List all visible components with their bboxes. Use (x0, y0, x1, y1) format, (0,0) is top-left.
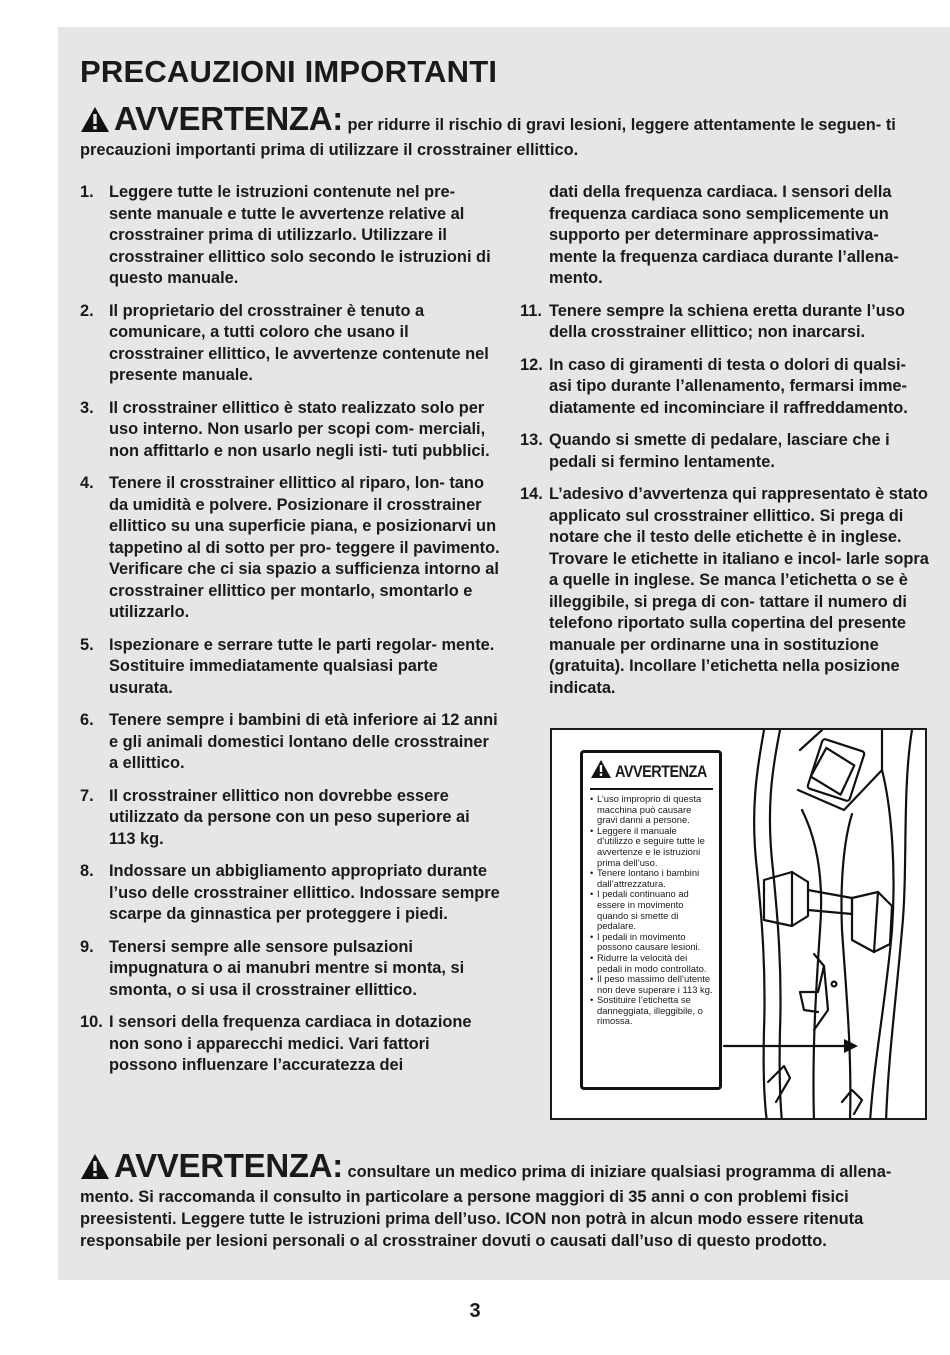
list-item: 4. Tenere il crosstrainer ellittico al riparo, lon- tano da umidità e polvere. Posizionare il crosstrainer ellittico su una superficie piana, e posizionarvi un tappetino al di sotto per pro- teggere il pavimento. Verificare che ci sia spazio a sufficienza intorno al crosstrainer ellittico per montarlo, smontarlo e utilizzarlo. (80, 474, 500, 621)
list-item: 9. Tenersi sempre alle sensore pulsazioni impugnatura o ai manubri mentre si monta, si smonta, o si usa il crosstrainer ellittico. (80, 937, 465, 999)
list-item: 5. Ispezionare e serrare tutte le parti regolar- mente. Sostituire immediatamente qualsiasi parte usurata. (80, 635, 495, 697)
decal-heading: AVVERTENZA (615, 761, 707, 781)
decal-list (590, 794, 713, 1027)
list-item: 6. Tenere sempre i bambini di età inferiore ai 12 anni e gli animali domestici lontano delle crosstrainer a ellittico. (80, 711, 498, 772)
warning-triangle-icon (590, 759, 612, 784)
list-item: 13. Quando si smette di pedalare, lasciare che i pedali si fermino lentamente. (520, 431, 890, 471)
warning-text: consultare un medico prima di iniziare qualsiasi programma di allena- mento. Si raccomanda il consulto in particolare a persone maggiori di 35 anni o con problemi fisici preesistenti. Leggere tutte le istruzioni prima dell’uso. ICON non potrà in alcun modo essere ritenuta responsabile per lesioni personali o al crosstrainer dovuti o causati dall’uso di questo prodotto. (80, 1163, 892, 1250)
list-item: 2. Il proprietario del crosstrainer è tenuto a comunicare, a tutti coloro che usano il crosstrainer ellittico, le avvertenze contenute nel presente manuale. (80, 301, 489, 384)
list-item: 14. L’adesivo d’avvertenza qui rappresentato è stato applicato sul crosstrainer ellittico. Si prega di notare che il testo delle etichette è in inglese. Trovare le etichette in italiano e incol- larle sopra a quelle in inglese. Se manca l’etichetta o se è illeggibile, si prega di con- tattare il numero di telefono riportato sulla copertina del presente manuale per ordinarne una in sostituzione (gratuita). Incollare l’etichetta nella posizione indicata. (520, 485, 929, 697)
list-item-continued: dati della frequenza cardiaca. I sensori della frequenza cardiaca sono semplicemente un supporto per determinare approssimativa- mente la frequenza cardiaca durante l’allena- mento. (549, 183, 899, 287)
decal-item: • I pedali continuano ad essere in movimento quando si smette di pedalare. (590, 889, 713, 931)
warning-text: per ridurre il rischio di gravi lesioni, leggere attentamente le seguen- ti precauzioni importanti prima di utilizzare il crosstrainer ellittico. (80, 116, 896, 159)
list-item: 3. Il crosstrainer ellittico è stato realizzato solo per uso interno. Non usarlo per scopi com- merciali, non affittarlo e non usarlo negli isti- tuti pubblici. (80, 398, 490, 460)
warning-top (80, 100, 926, 161)
decal-item: • Sostituire l’etichetta se danneggiata, illeggibile, o rimossa. (590, 995, 713, 1027)
list-item: 12. In caso di giramenti di testa o dolori di qualsi- asi tipo durante l’allenamento, fermarsi imme- diatamente ed incominciare il raffreddamento. (520, 355, 908, 417)
warning-decal (580, 750, 722, 1090)
decal-item: • I pedali in movimento possono causare lesioni. (590, 932, 713, 953)
list-item: 1. Leggere tutte le istruzioni contenute nel pre- sente manuale e tutte le avvertenze relative al crosstrainer prima di utilizzarlo. Utilizzare il crosstrainer ellittico solo secondo le istruzioni di questo manuale. (80, 183, 491, 287)
decal-header (590, 759, 713, 790)
warning-bottom (80, 1147, 926, 1252)
precautions-right-column (520, 182, 930, 710)
list-item: 7. Il crosstrainer ellittico non dovrebbe essere utilizzato da persone con un peso superiore ai 113 kg. (80, 786, 470, 848)
page-number: 3 (469, 1300, 481, 1322)
page-title: PRECAUZIONI IMPORTANTI (80, 54, 498, 89)
decal-item: • Il peso massimo dell’utente non deve superare i 113 kg. (590, 974, 713, 995)
decal-item: • L’uso improprio di questa macchina può causare gravi danni a persone. (590, 794, 713, 826)
warning-triangle-icon (80, 106, 110, 139)
warning-decal-figure (550, 728, 927, 1120)
decal-item: • Ridurre la velocità dei pedali in modo controllato. (590, 953, 713, 974)
warning-label: AVVERTENZA: (114, 1147, 343, 1184)
precautions-left-column (80, 182, 500, 1088)
list-item: 11. Tenere sempre la schiena eretta durante l’uso della crosstrainer ellittico; non inarcarsi. (520, 301, 905, 341)
warning-triangle-icon (80, 1153, 110, 1186)
decal-item: • Tenere lontano i bambini dall’attrezzatura. (590, 868, 713, 889)
warning-label: AVVERTENZA: (114, 100, 343, 137)
list-item: 10. I sensori della frequenza cardiaca in dotazione non sono i apparecchi medici. Vari fattori possono influenzare l’accuratezza dei (80, 1013, 472, 1074)
list-item: 8. Indossare un abbigliamento appropriato durante l’uso delle crosstrainer ellittico. Indossare sempre scarpe da ginnastica per proteggere i piedi. (80, 862, 500, 923)
decal-item: • Leggere il manuale d’utilizzo e seguire tutte le avvertenze e le istruzioni prima dell’uso. (590, 826, 713, 868)
